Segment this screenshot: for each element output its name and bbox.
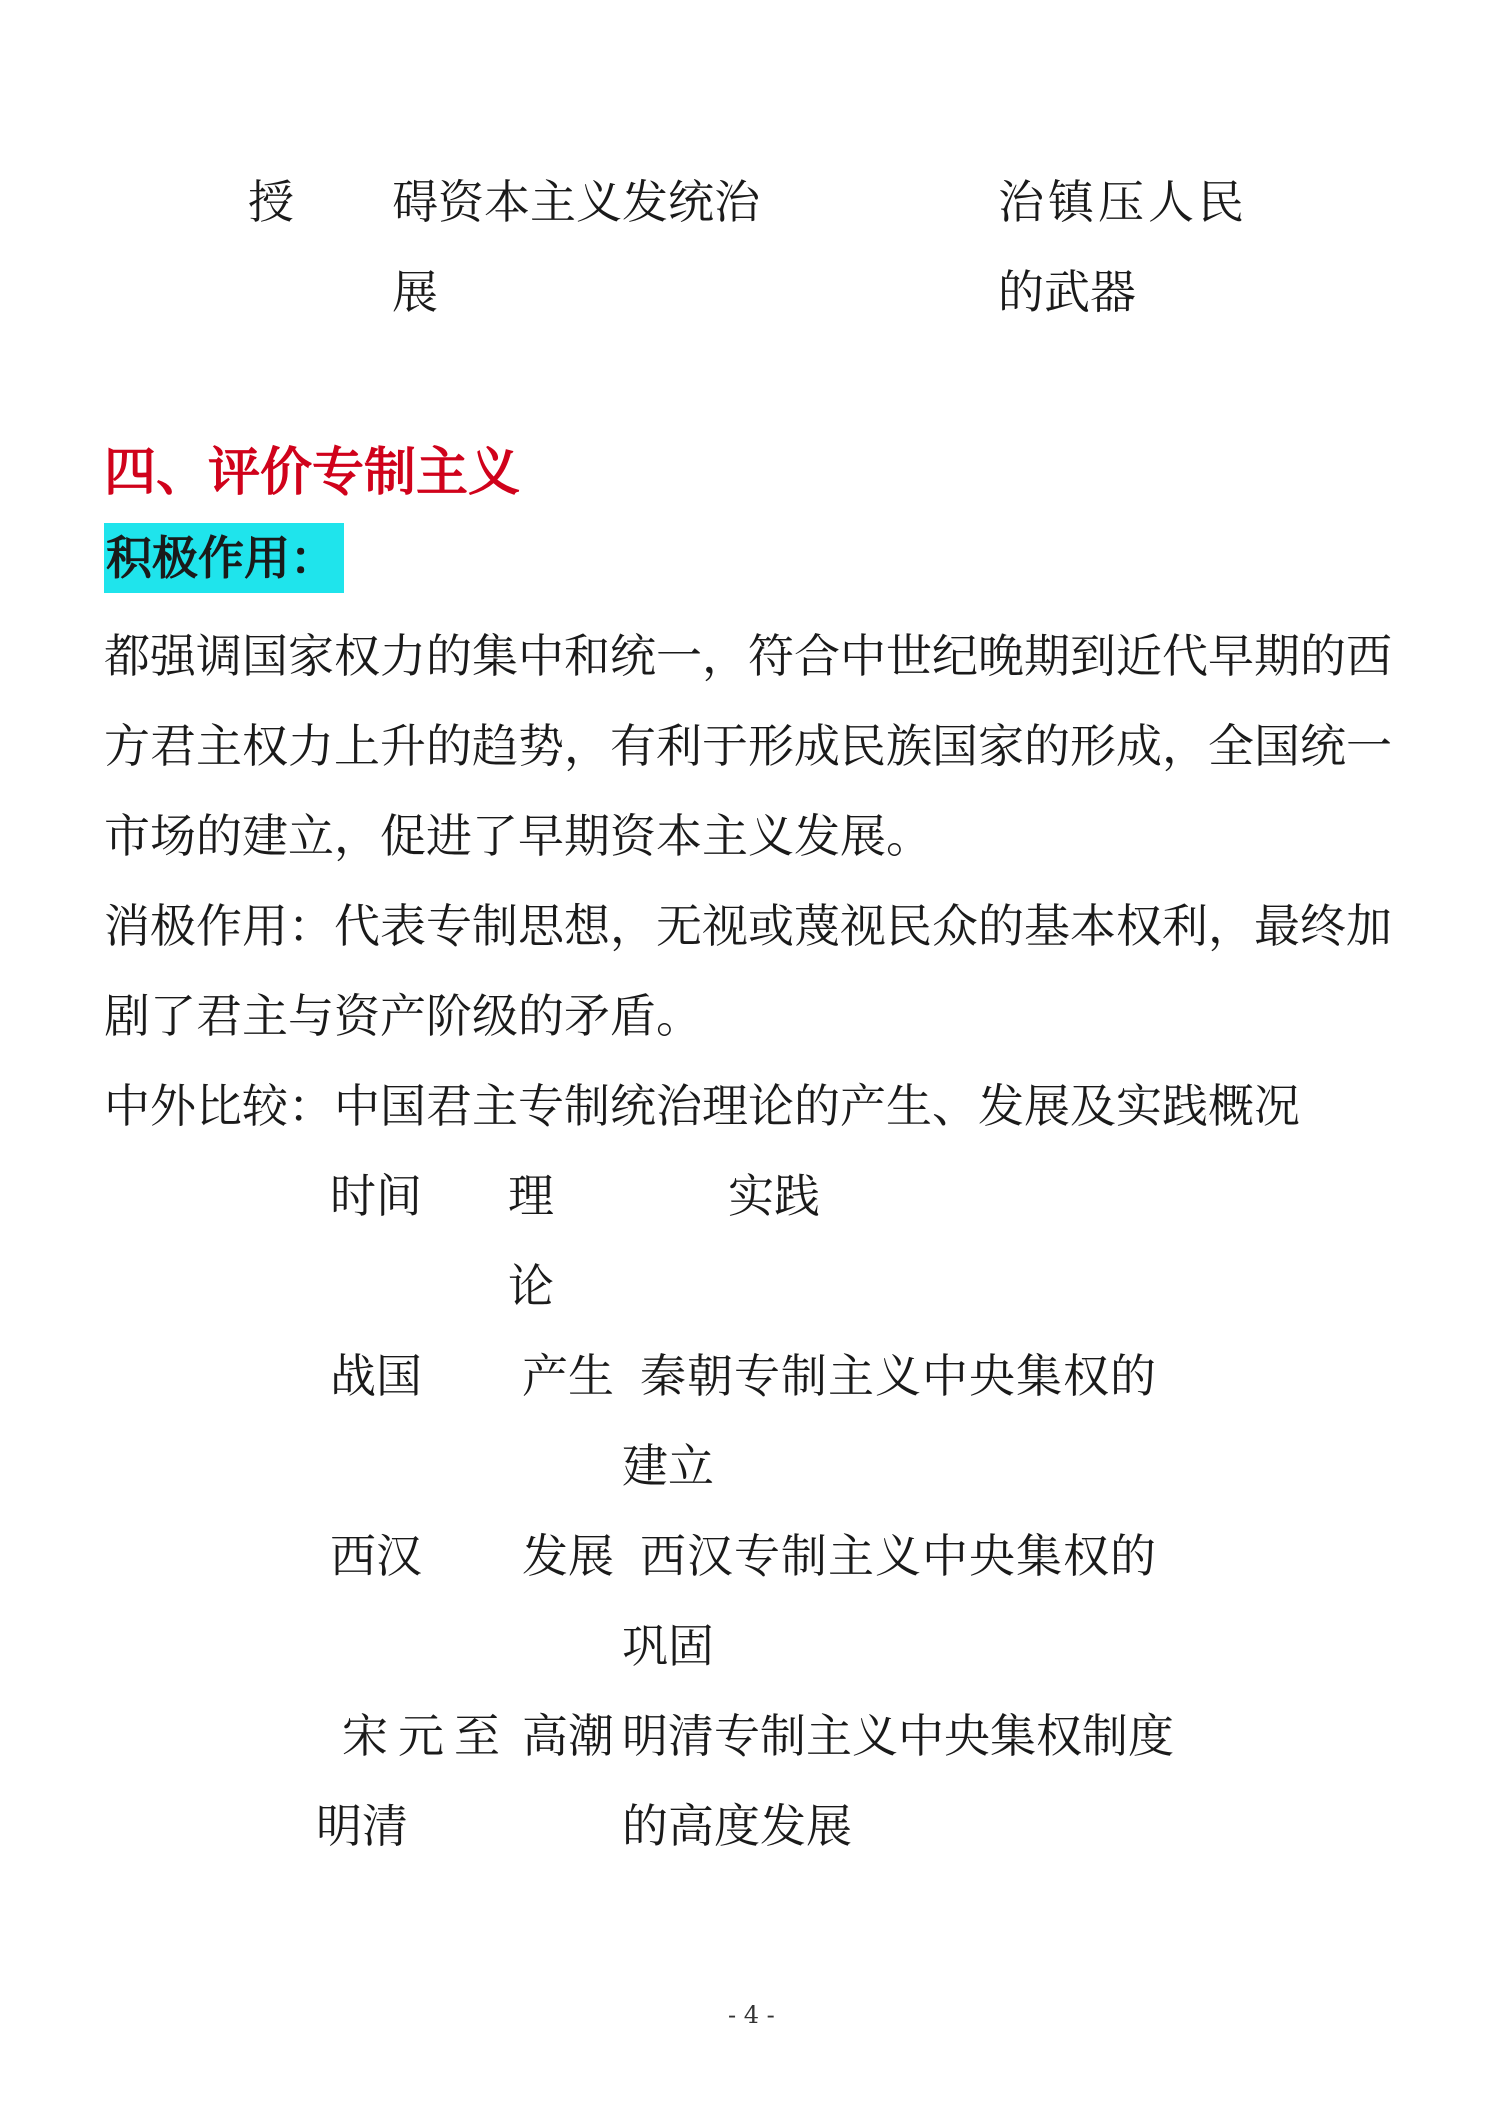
row1-practice-line1: 秦朝专制主义中央集权的 [640, 1349, 1157, 1403]
positive-label [104, 528, 344, 588]
positive-line-1: 都强调国家权力的集中和统一，符合中世纪晚期到近代早期的西 [104, 629, 1392, 683]
comparison-intro: 中外比较：中国君主专制统治理论的产生、发展及实践概况 [104, 1079, 1300, 1133]
row2-practice-line1: 西汉专制主义中央集权的 [640, 1529, 1157, 1583]
row3-practice-line1: 明清专制主义中央集权制度 [622, 1709, 1174, 1763]
negative-line-2: 剧了君主与资产阶级的矛盾。 [104, 989, 702, 1043]
header-time: 时间 [330, 1169, 422, 1223]
row2-practice-line2: 巩固 [622, 1619, 714, 1673]
row1-time: 战国 [330, 1349, 422, 1403]
negative-line-1: 消极作用：代表专制思想，无视或蔑视民众的基本权利，最终加 [104, 899, 1392, 953]
row3-practice-line2: 的高度发展 [622, 1799, 852, 1853]
page-number: - 4 - [728, 2001, 775, 2029]
header-theory-line2: 论 [508, 1259, 554, 1313]
top-table-col3-line1: 治镇压人民 [998, 175, 1248, 229]
positive-label-text: 积极作用： [104, 523, 344, 593]
header-practice: 实践 [728, 1169, 820, 1223]
top-table-col2-line2: 展 [392, 265, 438, 319]
positive-line-3: 市场的建立，促进了早期资本主义发展。 [104, 809, 932, 863]
top-table-col3-line2: 的武器 [998, 265, 1136, 319]
row3-time-line1: 宋元至 [342, 1709, 510, 1763]
top-table-col2-line1: 碍资本主义发统治 [392, 175, 760, 229]
header-theory-line1: 理 [508, 1169, 554, 1223]
row3-time-line2: 明清 [316, 1799, 408, 1853]
positive-line-2: 方君主权力上升的趋势，有利于形成民族国家的形成，全国统一 [104, 719, 1392, 773]
top-table-col1: 授 [248, 175, 294, 229]
section-heading: 四、评价专制主义 [104, 443, 521, 503]
row2-time: 西汉 [330, 1529, 422, 1583]
row1-practice-line2: 建立 [622, 1439, 714, 1493]
row1-theory: 产生 [522, 1349, 614, 1403]
row2-theory: 发展 [522, 1529, 614, 1583]
row3-theory: 高潮 [522, 1709, 614, 1763]
